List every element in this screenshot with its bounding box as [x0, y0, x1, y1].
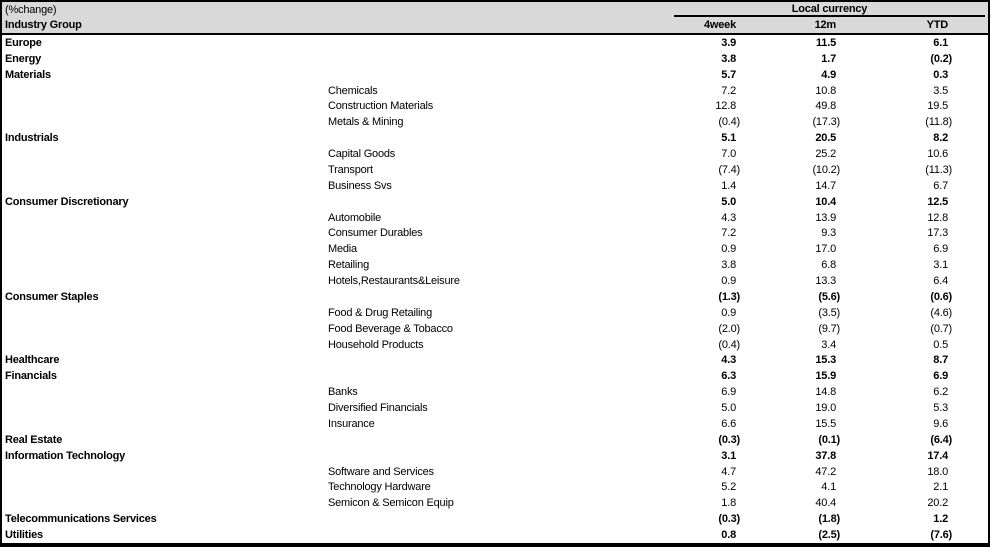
- value-ytd: (6.4): [930, 433, 952, 446]
- row-label-sub: Insurance: [328, 417, 375, 430]
- value-4week: 4.7: [721, 465, 736, 478]
- value-12m: 1.7: [821, 52, 836, 65]
- value-12m: 6.8: [821, 259, 836, 272]
- value-12m: 37.8: [815, 449, 836, 462]
- value-12m: 19.0: [815, 402, 836, 415]
- value-ytd: (11.3): [925, 163, 952, 176]
- value-ytd: 8.7: [933, 354, 948, 367]
- value-4week: 0.9: [721, 243, 736, 256]
- value-4week: 4.3: [721, 354, 736, 367]
- value-4week: 5.0: [721, 402, 736, 415]
- value-12m: (5.6): [818, 290, 840, 303]
- value-12m: 17.0: [815, 243, 836, 256]
- value-ytd: 5.3: [933, 402, 948, 415]
- local-currency-header: Local currency: [674, 2, 985, 17]
- value-4week: (7.4): [718, 163, 740, 176]
- value-4week: 0.9: [721, 275, 736, 288]
- row-label-sub: Media: [328, 243, 357, 256]
- value-4week: 6.9: [721, 386, 736, 399]
- value-4week: (0.3): [718, 513, 740, 526]
- table-row: [2, 146, 988, 162]
- row-label-sub: Semicon & Semicon Equip: [328, 497, 454, 510]
- value-4week: (0.4): [718, 116, 740, 129]
- value-4week: (0.3): [718, 433, 740, 446]
- table-row: [2, 194, 988, 210]
- value-4week: (1.3): [718, 290, 740, 303]
- table-row: [2, 353, 988, 369]
- table-row: [2, 495, 988, 511]
- value-12m: 20.5: [815, 132, 836, 145]
- value-4week: 6.6: [721, 417, 736, 430]
- value-12m: 40.4: [815, 497, 836, 510]
- value-4week: 5.0: [721, 195, 736, 208]
- value-ytd: 3.1: [933, 259, 948, 272]
- table-row: [2, 130, 988, 146]
- table-row: [2, 511, 988, 527]
- column-header-ytd: YTD: [926, 19, 948, 31]
- table-row: [2, 432, 988, 448]
- table-row: [2, 162, 988, 178]
- row-label-sub: Software and Services: [328, 465, 434, 478]
- value-4week: (0.4): [718, 338, 740, 351]
- table-row: [2, 210, 988, 226]
- value-12m: 15.3: [815, 354, 836, 367]
- row-label-sub: Capital Goods: [328, 148, 396, 161]
- value-12m: (3.5): [818, 306, 840, 319]
- value-12m: 49.8: [815, 100, 836, 113]
- value-12m: 47.2: [815, 465, 836, 478]
- value-4week: 3.8: [721, 259, 736, 272]
- value-12m: 15.9: [815, 370, 836, 383]
- value-ytd: 6.9: [933, 370, 948, 383]
- value-ytd: 8.2: [933, 132, 948, 145]
- column-header-4week: 4week: [703, 19, 736, 31]
- value-12m: (0.1): [818, 433, 840, 446]
- value-4week: 7.2: [721, 227, 736, 240]
- row-label-sub: Construction Materials: [328, 100, 434, 113]
- row-label-sub: Automobile: [328, 211, 382, 224]
- table-row: [2, 241, 988, 257]
- value-ytd: 19.5: [927, 100, 948, 113]
- value-4week: 1.4: [721, 179, 736, 192]
- table-row: [2, 448, 988, 464]
- value-ytd: 2.1: [933, 481, 948, 494]
- value-4week: 5.2: [721, 481, 736, 494]
- table-row: [2, 35, 988, 51]
- row-label-sub: Banks: [328, 386, 358, 399]
- table-row: [2, 178, 988, 194]
- table-row: [2, 51, 988, 67]
- value-4week: 6.3: [721, 370, 736, 383]
- value-12m: 14.8: [815, 386, 836, 399]
- value-12m: 25.2: [815, 148, 836, 161]
- table-row: [2, 289, 988, 305]
- value-ytd: (11.8): [925, 116, 952, 129]
- value-12m: 15.5: [815, 417, 836, 430]
- table-row: [2, 273, 988, 289]
- row-label-group: Information Technology: [5, 449, 126, 462]
- value-12m: (17.3): [812, 116, 840, 129]
- value-ytd: (4.6): [930, 306, 952, 319]
- row-label-group: Consumer Staples: [5, 290, 99, 303]
- value-ytd: 0.5: [933, 338, 948, 351]
- value-ytd: 6.7: [933, 179, 948, 192]
- value-4week: 0.9: [721, 306, 736, 319]
- row-label-group: Utilities: [5, 529, 43, 542]
- value-4week: 7.0: [721, 148, 736, 161]
- row-label-sub: Business Svs: [328, 179, 392, 192]
- value-12m: 4.1: [821, 481, 836, 494]
- value-12m: 3.4: [821, 338, 836, 351]
- value-4week: 1.8: [721, 497, 736, 510]
- row-label-sub: Retailing: [328, 259, 370, 272]
- row-label-group: Financials: [5, 370, 57, 383]
- row-label-group: Europe: [5, 36, 42, 49]
- row-label-sub: Metals & Mining: [328, 116, 404, 129]
- row-label-group: Telecommunications Services: [5, 513, 157, 526]
- table-row: [2, 480, 988, 496]
- table-header: [2, 2, 988, 35]
- value-12m: (10.2): [812, 163, 840, 176]
- table-row: [2, 99, 988, 115]
- column-header-12m: 12m: [814, 19, 836, 31]
- value-4week: 7.2: [721, 84, 736, 97]
- table-row: [2, 305, 988, 321]
- value-ytd: 20.2: [927, 497, 948, 510]
- table-row: [2, 114, 988, 130]
- row-label-group: Materials: [5, 68, 51, 81]
- table-row: [2, 384, 988, 400]
- table-row: [2, 321, 988, 337]
- table-row: [2, 368, 988, 384]
- table-row: [2, 67, 988, 83]
- row-label-sub: Consumer Durables: [328, 227, 423, 240]
- table-body: [2, 35, 988, 543]
- row-label-group: Industrials: [5, 132, 59, 145]
- value-ytd: 3.5: [933, 84, 948, 97]
- header-row-currency: [2, 2, 988, 17]
- value-ytd: (0.7): [930, 322, 952, 335]
- value-4week: 5.7: [721, 68, 736, 81]
- value-4week: (2.0): [718, 322, 740, 335]
- table-row: [2, 226, 988, 242]
- value-4week: 12.8: [715, 100, 736, 113]
- value-ytd: 0.3: [933, 68, 948, 81]
- row-label-group: Healthcare: [5, 354, 60, 367]
- value-ytd: 9.6: [933, 417, 948, 430]
- value-12m: (2.5): [818, 529, 840, 542]
- value-12m: (9.7): [818, 322, 840, 335]
- value-ytd: 6.4: [933, 275, 948, 288]
- value-ytd: 6.9: [933, 243, 948, 256]
- industry-group-header: Industry Group: [5, 19, 82, 31]
- value-ytd: 6.1: [933, 36, 948, 49]
- value-ytd: (0.6): [930, 290, 952, 303]
- value-12m: 11.5: [815, 36, 836, 49]
- value-ytd: 17.3: [927, 227, 948, 240]
- value-12m: 13.3: [815, 275, 836, 288]
- row-label-sub: Diversified Financials: [328, 402, 428, 415]
- value-ytd: (7.6): [930, 529, 952, 542]
- value-4week: 0.8: [721, 529, 736, 542]
- table-row: [2, 416, 988, 432]
- table-row: [2, 257, 988, 273]
- row-label-group: Consumer Discretionary: [5, 195, 129, 208]
- row-label-group: Real Estate: [5, 433, 63, 446]
- row-label-sub: Transport: [328, 163, 373, 176]
- table-row: [2, 464, 988, 480]
- table-row: [2, 337, 988, 353]
- table-row: [2, 83, 988, 99]
- table-row: [2, 400, 988, 416]
- value-4week: 5.1: [721, 132, 736, 145]
- value-4week: 3.1: [721, 449, 736, 462]
- row-label-sub: Household Products: [328, 338, 424, 351]
- value-ytd: (0.2): [930, 52, 952, 65]
- row-label-sub: Hotels,Restaurants&Leisure: [328, 275, 460, 288]
- row-label-sub: Food Beverage & Tobacco: [328, 322, 453, 335]
- value-4week: 3.9: [721, 36, 736, 49]
- row-label-sub: Food & Drug Retailing: [328, 306, 433, 319]
- value-ytd: 12.8: [927, 211, 948, 224]
- value-4week: 3.8: [721, 52, 736, 65]
- value-12m: 4.9: [821, 68, 836, 81]
- value-ytd: 1.2: [933, 513, 948, 526]
- value-12m: 14.7: [815, 179, 836, 192]
- row-label-group: Energy: [5, 52, 42, 65]
- table-row: [2, 527, 988, 543]
- value-ytd: 17.4: [927, 449, 948, 462]
- value-ytd: 10.6: [927, 148, 948, 161]
- value-ytd: 18.0: [927, 465, 948, 478]
- value-12m: 13.9: [815, 211, 836, 224]
- value-12m: 10.4: [815, 195, 836, 208]
- percent-change-label: (%change): [5, 3, 57, 16]
- value-12m: 10.8: [815, 84, 836, 97]
- value-12m: (1.8): [818, 513, 840, 526]
- value-4week: 4.3: [721, 211, 736, 224]
- value-ytd: 12.5: [927, 195, 948, 208]
- row-label-sub: Chemicals: [328, 84, 378, 97]
- value-ytd: 6.2: [933, 386, 948, 399]
- row-label-sub: Technology Hardware: [328, 481, 431, 494]
- value-12m: 9.3: [821, 227, 836, 240]
- header-row-columns: [2, 17, 988, 33]
